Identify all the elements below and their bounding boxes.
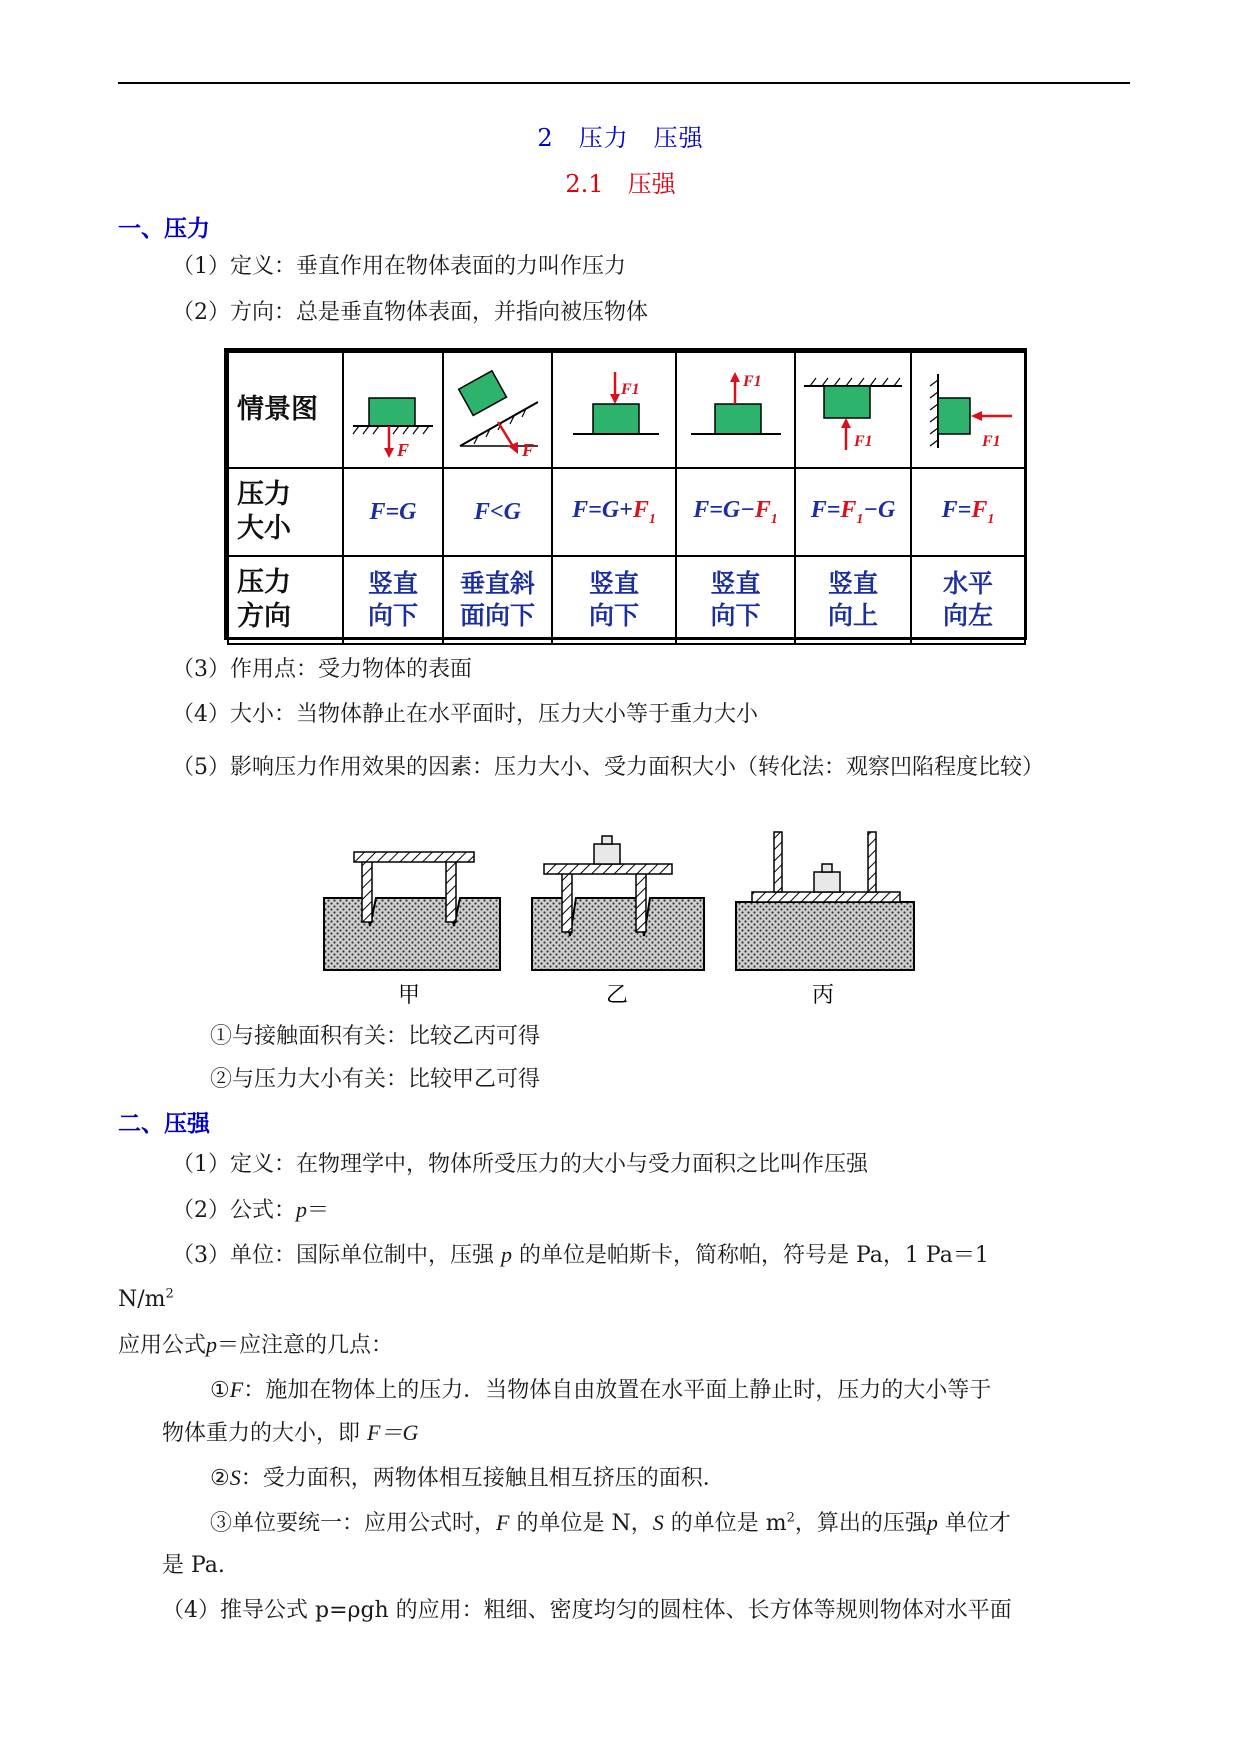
experiment-bing [736, 832, 914, 1008]
section-heading-pressure-force: 一、压力 [118, 216, 210, 242]
formula-part: 1 [856, 511, 864, 527]
conclusion-area: ①与接触面积有关：比较乙丙可得 [210, 1024, 541, 1049]
definition-item: （1）定义：垂直作用在物体表面的力叫作压力 [172, 254, 626, 279]
scene-cell-2 [443, 352, 552, 468]
formula-part: F= [810, 496, 841, 523]
pressure-formula: （2）公式：p＝ [172, 1197, 330, 1223]
scene-block-on-floor-diagram [345, 360, 441, 460]
scene-block-on-ceiling-diagram [798, 360, 908, 460]
scene-cell-1 [343, 352, 443, 468]
experiment-label-bing: 丙 [812, 983, 835, 1008]
row-header-direction: 压力 方向 [228, 556, 343, 644]
magnitude-cell-3 [552, 468, 676, 556]
note-force-cont: 物体重力的大小，即 F＝G [162, 1420, 419, 1446]
formula-part: F [632, 496, 649, 523]
magnitude-cell-4 [676, 468, 795, 556]
scene-label-2: F [521, 440, 534, 460]
note-units: ③单位要统一：应用公式时，F 的单位是 N，S 的单位是 $m^2$，算出的压强p 单位才 [210, 1510, 1011, 1536]
magnitude-cell-5 [795, 468, 911, 556]
scene-label-6: F1 [982, 433, 1001, 450]
page-subtitle: 2.1 压强 [565, 170, 676, 198]
scene-block-pulled-up-diagram [681, 360, 791, 460]
formula-part: F [971, 496, 988, 523]
row-header-magnitude: 压力 大小 [228, 468, 343, 556]
notes-intro: 应用公式p＝应注意的几点： [118, 1332, 394, 1358]
formula-part: 1 [648, 511, 656, 527]
note-units-cont: 是 Pa. [162, 1553, 225, 1578]
experiment-label-jia: 甲 [398, 983, 421, 1008]
section-heading-pressure: 二、压强 [118, 1111, 210, 1137]
formula-part: 1 [987, 511, 995, 527]
scene-cell-4 [676, 352, 795, 468]
pressure-definition: （1）定义：在物理学中，物体所受压力的大小与受力面积之比叫作压强 [172, 1152, 868, 1177]
magnitude-cell-1 [343, 468, 443, 556]
scene-label-1: F [397, 440, 410, 460]
direction-item: （2）方向：总是垂直物体表面，并指向被压物体 [172, 300, 648, 325]
page-title: 2 压力 压强 [537, 124, 704, 152]
pressure-unit: （3）单位：国际单位制中，压强 p 的单位是帕斯卡，简称帕，符号是 Pa，1 Pa＝1 [172, 1242, 989, 1268]
formula-part: F=G− [693, 496, 755, 523]
scene-label-3: F1 [621, 381, 640, 398]
direction-cell-3: 竖直 向下 [552, 556, 676, 644]
header-rule [118, 82, 1130, 84]
magnitude-cell-2 [443, 468, 552, 556]
formula-part: 1 [770, 511, 778, 527]
scene-label-5: F1 [854, 433, 873, 450]
scene-cell-6 [911, 352, 1025, 468]
conclusion-force: ②与压力大小有关：比较甲乙可得 [210, 1067, 541, 1092]
formula-part: F=G [369, 498, 417, 525]
derived-formula-item: （4）推导公式 p=ρgh 的应用：粗细、密度均匀的圆柱体、长方体等规则物体对水平面 [162, 1598, 1012, 1623]
note-force: ①F：施加在物体上的压力．当物体自由放置在水平面上静止时，压力的大小等于 [210, 1377, 992, 1403]
direction-cell-2: 垂直斜 面向下 [443, 556, 552, 644]
experiment-jia [324, 852, 500, 1008]
magnitude-cell-6 [911, 468, 1025, 556]
formula-part: −G [863, 496, 896, 523]
formula-part: F=G+ [572, 496, 633, 523]
scene-block-on-wall-diagram [916, 360, 1020, 460]
magnitude-item: （4）大小：当物体静止在水平面时，压力大小等于重力大小 [172, 702, 758, 727]
direction-cell-5: 竖直 向上 [795, 556, 911, 644]
scene-cell-5 [795, 352, 911, 468]
action-point-item: （3）作用点：受力物体的表面 [172, 657, 472, 682]
direction-cell-4: 竖直 向下 [676, 556, 795, 644]
pressure-unit-cont: $N/m^2$ [118, 1286, 174, 1312]
experiment-yi [532, 836, 704, 1008]
formula-part: F [840, 496, 857, 523]
scene-label-4: F1 [742, 373, 762, 390]
sponge-experiment-diagram [318, 830, 938, 1010]
direction-cell-1: 竖直 向下 [343, 556, 443, 644]
row-header-scene: 情景图 [228, 352, 343, 468]
formula-part: F [754, 496, 771, 523]
formula-part: F= [941, 496, 972, 523]
formula-part: F<G [473, 498, 521, 525]
experiment-label-yi: 乙 [606, 983, 629, 1008]
note-area: ②S：受力面积，两物体相互接触且相互挤压的面积． [210, 1465, 725, 1491]
factors-item: （5）影响压力作用效果的因素：压力大小、受力面积大小（转化法：观察凹陷程度比较） [172, 755, 1045, 780]
scene-block-pressed-down-diagram [559, 360, 669, 460]
scene-block-on-incline-diagram [448, 360, 548, 460]
direction-cell-6: 水平 向左 [911, 556, 1025, 644]
scene-cell-3 [552, 352, 676, 468]
pressure-table [224, 348, 1027, 640]
